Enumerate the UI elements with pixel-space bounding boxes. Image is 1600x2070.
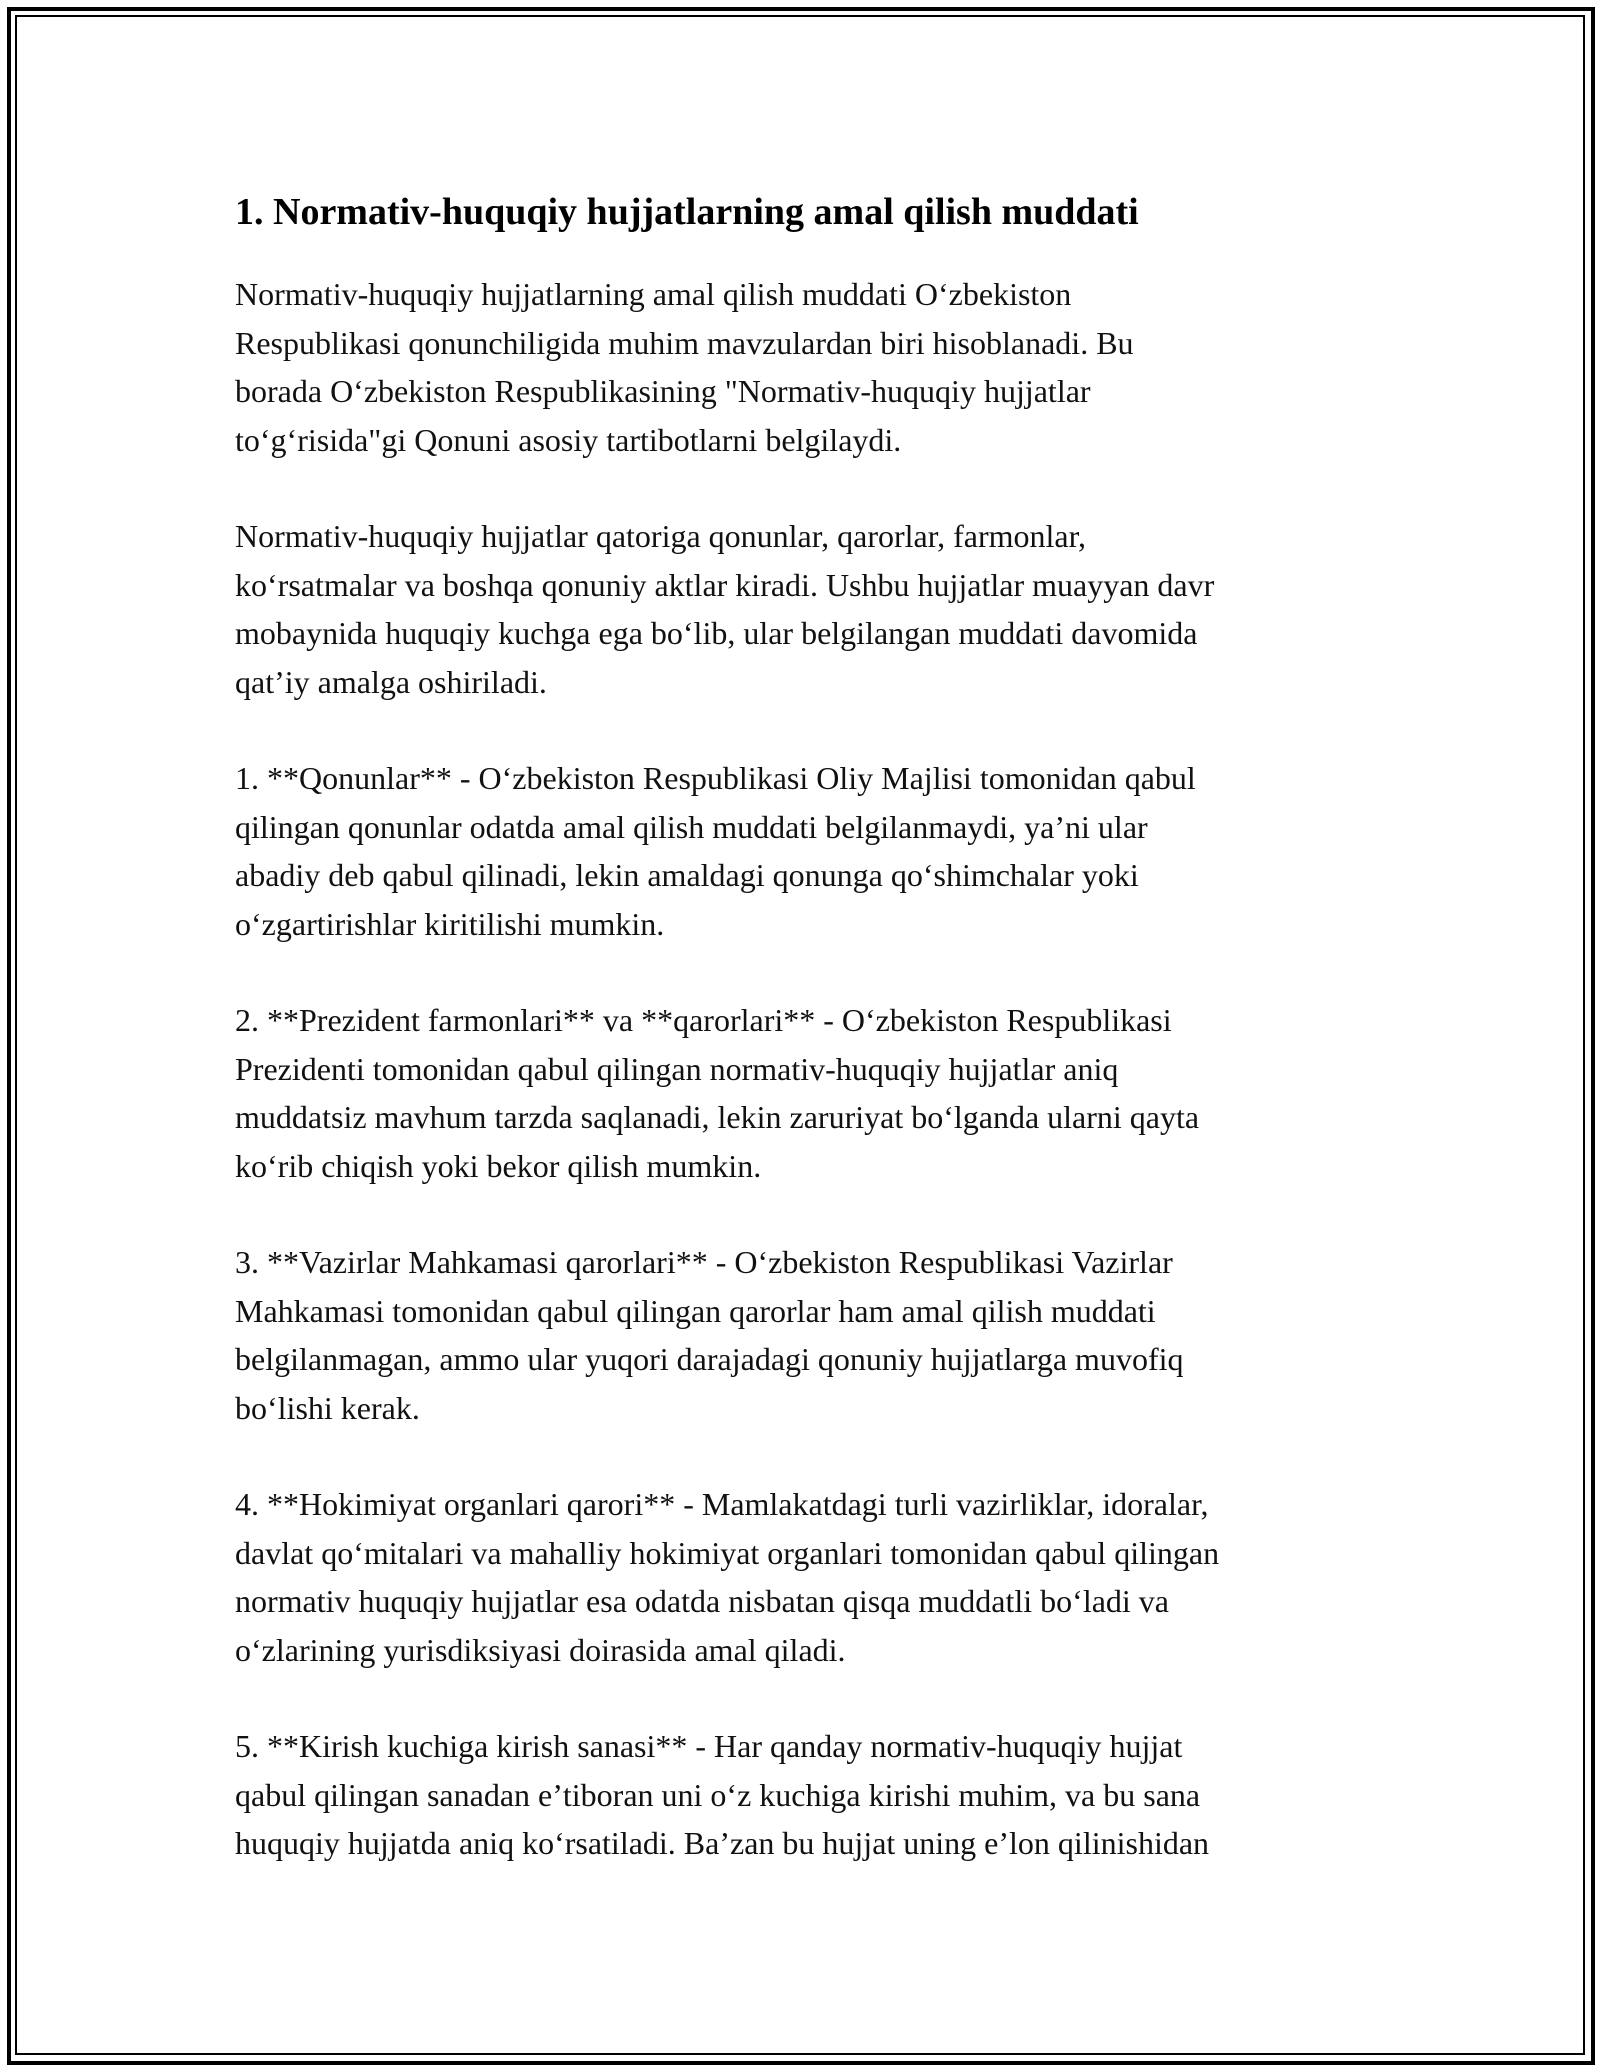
list-item-laws: 1. **Qonunlar** - Oʻzbekiston Respublikasi Oliy Majlisi tomonidan qabul qilingan qonunlar odatda amal qilish muddati belgilanmaydi, yaʼni ular abadiy deb qabul qilinadi, lekin amaldagi qonunga qoʻshimchalar yoki oʻzgartirishlar kiritilishi mumkin.	[235, 760, 1196, 942]
document-title: 1. Normativ-huquqiy hujjatlarning amal qilish muddati	[235, 191, 1139, 233]
document-body	[235, 188, 1395, 1916]
list-item-presidential-decrees: 2. **Prezident farmonlari** va **qarorlari** - Oʻzbekiston Respublikasi Prezidenti tomonidan qabul qilingan normativ-huquqiy hujjatlar aniq muddatsiz mavhum tarzda saqlanadi, lekin zaruriyat boʻlganda ularni qayta koʻrib chiqish yoki bekor qilish mumkin.	[235, 1002, 1200, 1184]
list-item-entry-into-force: 5. **Kirish kuchiga kirish sanasi** - Har qanday normativ-huquqiy hujjat qabul qilingan sanadan eʼtiboran uni oʻz kuchiga kirishi muhim, va bu sana huquqiy hujjatda aniq koʻrsatiladi. Baʼzan bu hujjat uning eʼlon qilinishidan	[235, 1728, 1210, 1861]
paragraph-types: Normativ-huquqiy hujjatlar qatoriga qonunlar, qarorlar, farmonlar, koʻrsatmalar va boshqa qonuniy aktlar kiradi. Ushbu hujjatlar muayyan davr mobaynida huquqiy kuchga ega boʻlib, ular belgilangan muddati davomida qatʼiy amalga oshiriladi.	[235, 518, 1215, 700]
list-item-authority-decisions: 4. **Hokimiyat organlari qarori** - Mamlakatdagi turli vazirliklar, idoralar, davlat qoʻmitalari va mahalliy hokimiyat organlari tomonidan qabul qilingan normativ huquqiy hujjatlar esa odatda nisbatan qisqa muddatli boʻladi va oʻzlarining yurisdiksiyasi doirasida amal qiladi.	[235, 1486, 1220, 1668]
list-item-cabinet-resolutions: 3. **Vazirlar Mahkamasi qarorlari** - Oʻzbekiston Respublikasi Vazirlar Mahkamasi tomonidan qabul qilingan qarorlar ham amal qilish muddati belgilanmagan, ammo ular yuqori darajadagi qonuniy hujjatlarga muvofiq boʻlishi kerak.	[235, 1244, 1184, 1426]
paragraph-intro: Normativ-huquqiy hujjatlarning amal qilish muddati Oʻzbekiston Respublikasi qonunchiligida muhim mavzulardan biri hisoblanadi. Bu borada Oʻzbekiston Respublikasining "Normativ-huquqiy hujjatlar toʻgʻrisida"gi Qonuni asosiy tartibotlarni belgilaydi.	[235, 276, 1134, 458]
